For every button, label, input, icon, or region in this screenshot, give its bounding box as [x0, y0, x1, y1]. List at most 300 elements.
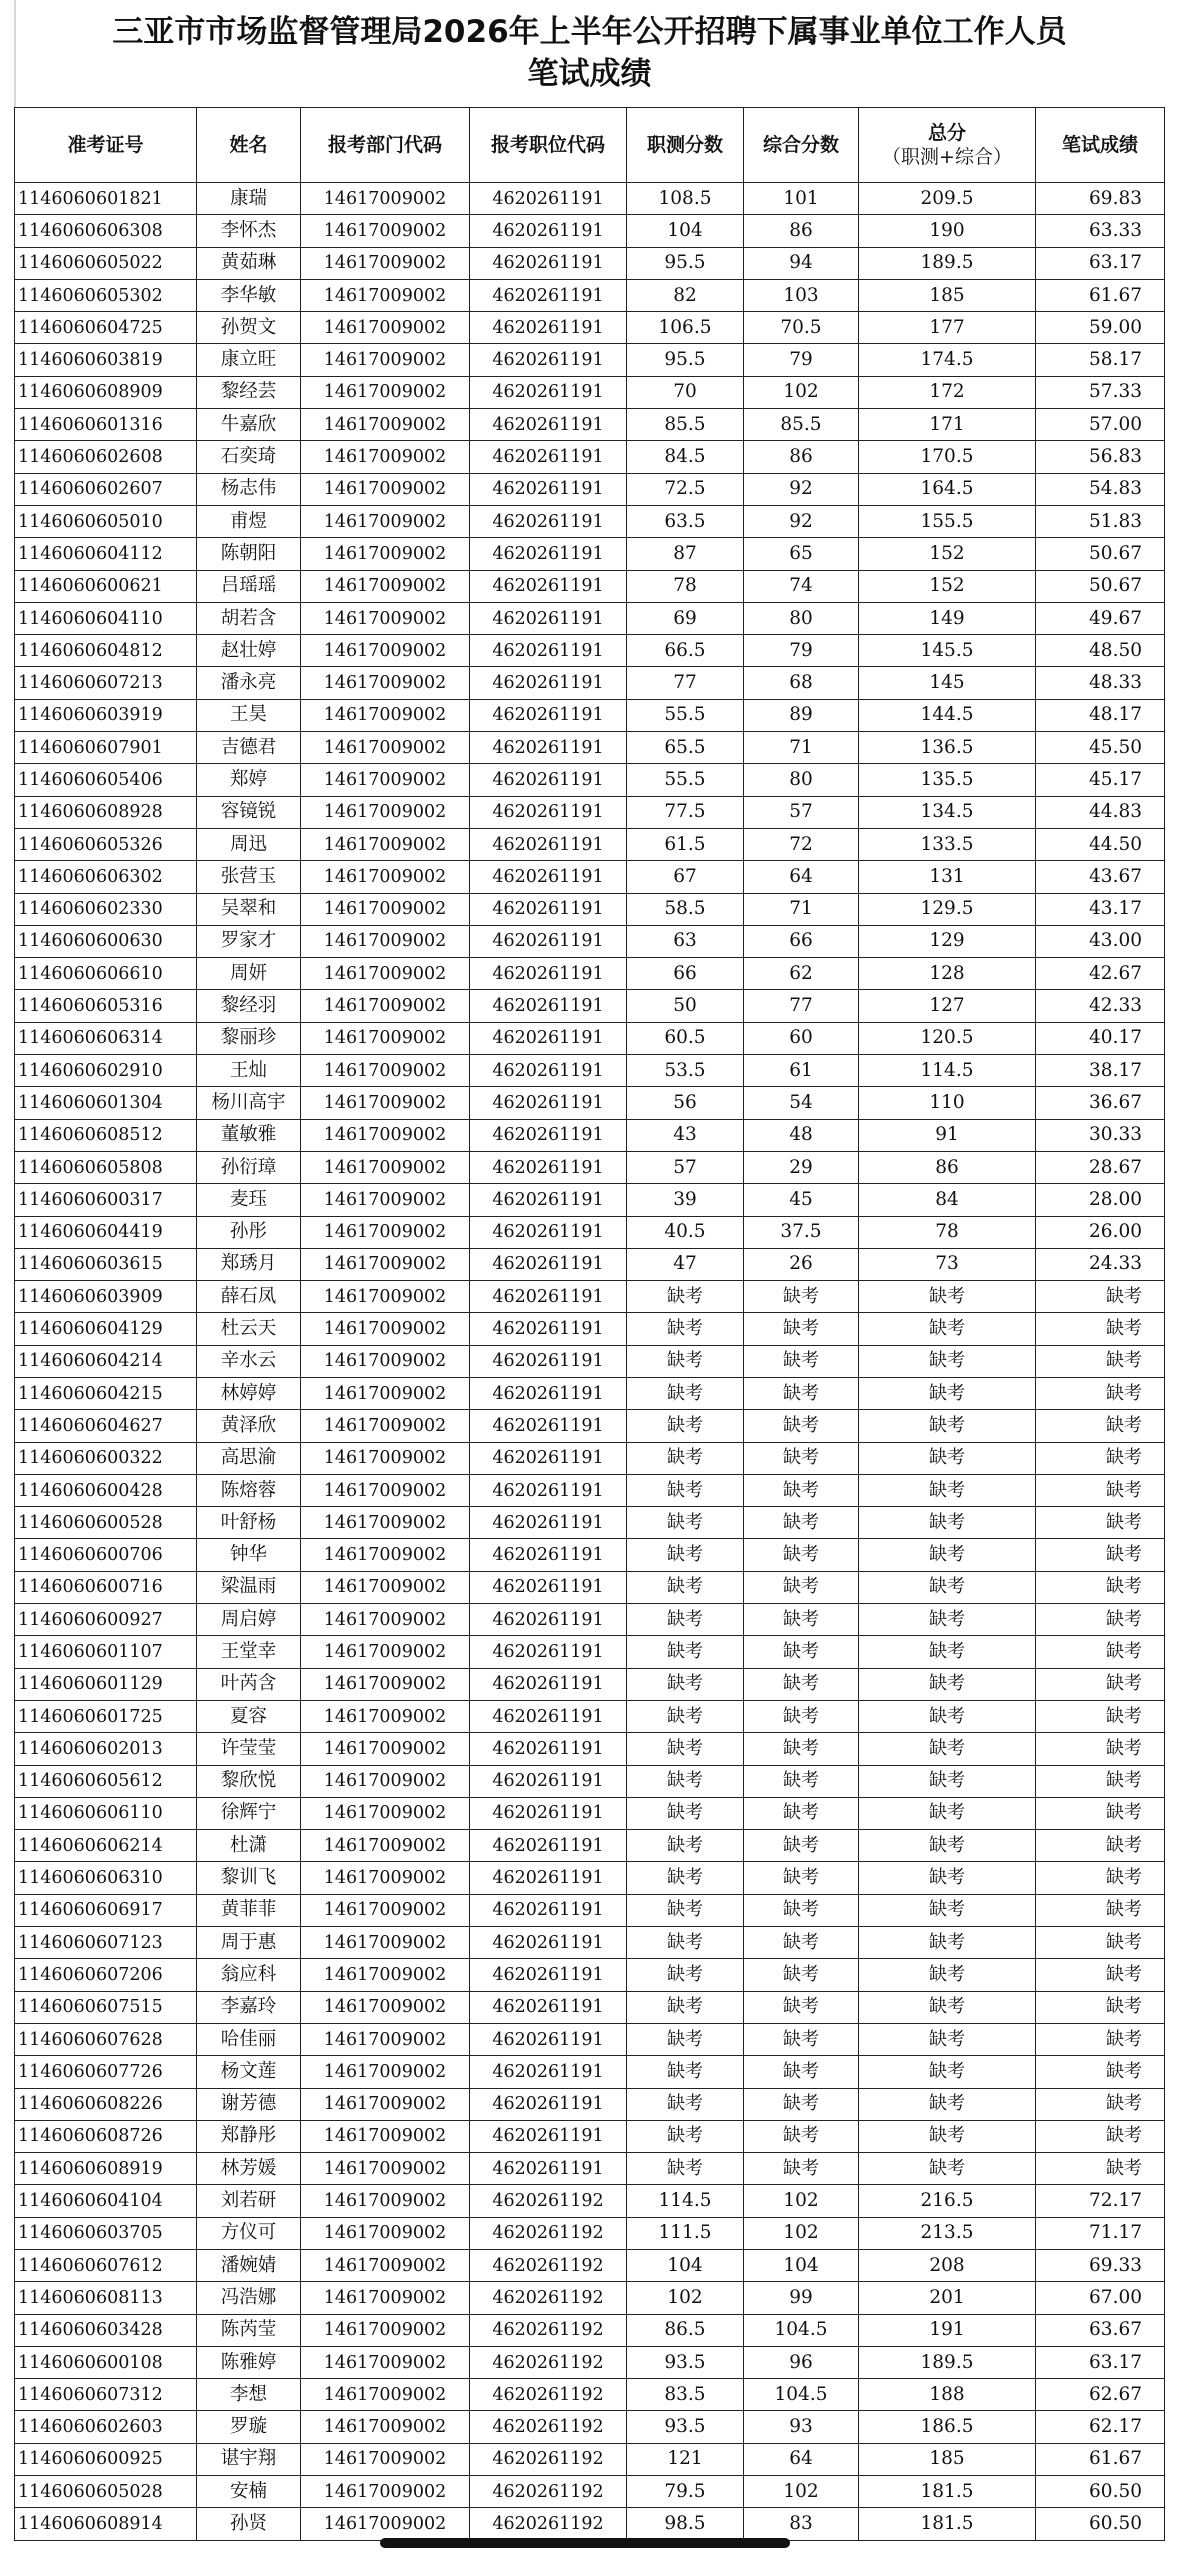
cell-dept-code: 14617009002: [301, 2282, 470, 2314]
cell-total-score: 174.5: [859, 344, 1036, 376]
table-row: [15, 1959, 1165, 1991]
cell-aptitude-score: 缺考: [627, 2023, 744, 2055]
cell-written-score: 缺考: [1036, 1733, 1165, 1765]
cell-aptitude-score: 83.5: [627, 2379, 744, 2411]
table-row: [15, 667, 1165, 699]
cell-exam-id: 1146060604725: [15, 312, 197, 344]
cell-dept-code: 14617009002: [301, 2056, 470, 2088]
cell-name: 陈熔蓉: [197, 1474, 301, 1506]
cell-aptitude-score: 缺考: [627, 1539, 744, 1571]
cell-exam-id: 1146060604104: [15, 2185, 197, 2217]
cell-total-score: 186.5: [859, 2411, 1036, 2443]
cell-position-code: 4620261191: [470, 699, 627, 731]
cell-total-score: 149: [859, 602, 1036, 634]
cell-general-score: 57: [744, 796, 859, 828]
cell-total-score: 177: [859, 312, 1036, 344]
cell-dept-code: 14617009002: [301, 344, 470, 376]
cell-written-score: 45.50: [1036, 732, 1165, 764]
cell-general-score: 29: [744, 1151, 859, 1183]
cell-exam-id: 1146060605028: [15, 2476, 197, 2508]
cell-written-score: 缺考: [1036, 1604, 1165, 1636]
table-body: [15, 183, 1165, 2541]
cell-general-score: 102: [744, 376, 859, 408]
cell-total-score: 缺考: [859, 1700, 1036, 1732]
cell-name: 容镜锐: [197, 796, 301, 828]
cell-dept-code: 14617009002: [301, 2379, 470, 2411]
cell-aptitude-score: 缺考: [627, 1862, 744, 1894]
cell-written-score: 48.50: [1036, 635, 1165, 667]
cell-general-score: 缺考: [744, 1377, 859, 1409]
cell-exam-id: 1146060601107: [15, 1636, 197, 1668]
cell-position-code: 4620261191: [470, 796, 627, 828]
cell-dept-code: 14617009002: [301, 2508, 470, 2540]
cell-total-score: 114.5: [859, 1055, 1036, 1087]
cell-exam-id: 1146060608914: [15, 2508, 197, 2540]
cell-exam-id: 1146060603615: [15, 1248, 197, 1280]
cell-name: 张营玉: [197, 861, 301, 893]
cell-written-score: 57.00: [1036, 409, 1165, 441]
cell-name: 许莹莹: [197, 1733, 301, 1765]
cell-name: 杜潇: [197, 1830, 301, 1862]
cell-name: 黎训飞: [197, 1862, 301, 1894]
cell-dept-code: 14617009002: [301, 699, 470, 731]
table-row: [15, 2153, 1165, 2185]
cell-written-score: 63.67: [1036, 2314, 1165, 2346]
cell-position-code: 4620261191: [470, 1248, 627, 1280]
cell-name: 周于惠: [197, 1927, 301, 1959]
cell-exam-id: 1146060601725: [15, 1700, 197, 1732]
cell-total-score: 缺考: [859, 1313, 1036, 1345]
cell-general-score: 缺考: [744, 1313, 859, 1345]
cell-dept-code: 14617009002: [301, 2217, 470, 2249]
cell-position-code: 4620261191: [470, 990, 627, 1022]
cell-position-code: 4620261191: [470, 570, 627, 602]
table-row: [15, 2443, 1165, 2475]
cell-written-score: 45.17: [1036, 764, 1165, 796]
cell-general-score: 96: [744, 2346, 859, 2378]
cell-general-score: 缺考: [744, 2120, 859, 2152]
cell-exam-id: 1146060605022: [15, 247, 197, 279]
title-block: [0, 0, 1179, 108]
cell-written-score: 43.67: [1036, 861, 1165, 893]
cell-exam-id: 1146060608113: [15, 2282, 197, 2314]
cell-aptitude-score: 114.5: [627, 2185, 744, 2217]
cell-total-score: 164.5: [859, 473, 1036, 505]
cell-general-score: 92: [744, 505, 859, 537]
cell-general-score: 89: [744, 699, 859, 731]
cell-exam-id: 1146060602603: [15, 2411, 197, 2443]
cell-written-score: 缺考: [1036, 1862, 1165, 1894]
cell-exam-id: 1146060603705: [15, 2217, 197, 2249]
cell-exam-id: 1146060600706: [15, 1539, 197, 1571]
table-row: [15, 1410, 1165, 1442]
cell-aptitude-score: 95.5: [627, 344, 744, 376]
cell-dept-code: 14617009002: [301, 1862, 470, 1894]
cell-dept-code: 14617009002: [301, 1151, 470, 1183]
cell-dept-code: 14617009002: [301, 2476, 470, 2508]
table-row: [15, 376, 1165, 408]
cell-total-score: 189.5: [859, 2346, 1036, 2378]
cell-dept-code: 14617009002: [301, 2185, 470, 2217]
cell-total-score: 缺考: [859, 2153, 1036, 2185]
cell-exam-id: 1146060604110: [15, 602, 197, 634]
cell-aptitude-score: 缺考: [627, 1571, 744, 1603]
cell-total-score: 189.5: [859, 247, 1036, 279]
home-indicator[interactable]: [380, 2538, 790, 2548]
cell-dept-code: 14617009002: [301, 2088, 470, 2120]
cell-position-code: 4620261191: [470, 1733, 627, 1765]
cell-total-score: 缺考: [859, 1571, 1036, 1603]
cell-dept-code: 14617009002: [301, 1765, 470, 1797]
cell-written-score: 49.67: [1036, 602, 1165, 634]
cell-total-score: 86: [859, 1151, 1036, 1183]
cell-total-score: 缺考: [859, 2056, 1036, 2088]
cell-written-score: 44.50: [1036, 828, 1165, 860]
cell-exam-id: 1146060605808: [15, 1151, 197, 1183]
cell-position-code: 4620261191: [470, 1636, 627, 1668]
cell-total-score: 128: [859, 958, 1036, 990]
cell-written-score: 缺考: [1036, 1797, 1165, 1829]
cell-name: 黎欣悦: [197, 1765, 301, 1797]
cell-aptitude-score: 87: [627, 538, 744, 570]
cell-written-score: 缺考: [1036, 1410, 1165, 1442]
cell-general-score: 64: [744, 861, 859, 893]
cell-position-code: 4620261192: [470, 2508, 627, 2540]
cell-dept-code: 14617009002: [301, 2023, 470, 2055]
table-row: [15, 1281, 1165, 1313]
cell-name: 潘婉婧: [197, 2250, 301, 2282]
cell-aptitude-score: 50: [627, 990, 744, 1022]
cell-name: 吴翠和: [197, 893, 301, 925]
cell-name: 麦珏: [197, 1184, 301, 1216]
cell-written-score: 61.67: [1036, 2443, 1165, 2475]
header-total-label: 总分: [927, 122, 966, 144]
cell-total-score: 135.5: [859, 764, 1036, 796]
cell-written-score: 缺考: [1036, 1539, 1165, 1571]
cell-dept-code: 14617009002: [301, 667, 470, 699]
cell-name: 潘永亮: [197, 667, 301, 699]
cell-name: 杨文莲: [197, 2056, 301, 2088]
cell-dept-code: 14617009002: [301, 312, 470, 344]
cell-written-score: 59.00: [1036, 312, 1165, 344]
cell-exam-id: 1146060600428: [15, 1474, 197, 1506]
table-row: [15, 2346, 1165, 2378]
table-row: [15, 2185, 1165, 2217]
cell-written-score: 38.17: [1036, 1055, 1165, 1087]
cell-total-score: 缺考: [859, 1377, 1036, 1409]
cell-exam-id: 1146060600317: [15, 1184, 197, 1216]
cell-aptitude-score: 40.5: [627, 1216, 744, 1248]
cell-dept-code: 14617009002: [301, 1216, 470, 1248]
cell-aptitude-score: 77: [627, 667, 744, 699]
cell-general-score: 74: [744, 570, 859, 602]
cell-exam-id: 1146060601129: [15, 1668, 197, 1700]
table-row: [15, 1571, 1165, 1603]
table-row: [15, 1991, 1165, 2023]
cell-total-score: 213.5: [859, 2217, 1036, 2249]
cell-exam-id: 1146060606917: [15, 1894, 197, 1926]
cell-written-score: 67.00: [1036, 2282, 1165, 2314]
cell-general-score: 94: [744, 247, 859, 279]
cell-dept-code: 14617009002: [301, 1410, 470, 1442]
cell-position-code: 4620261191: [470, 1281, 627, 1313]
cell-exam-id: 1146060601316: [15, 409, 197, 441]
cell-position-code: 4620261191: [470, 2153, 627, 2185]
cell-aptitude-score: 72.5: [627, 473, 744, 505]
cell-aptitude-score: 55.5: [627, 699, 744, 731]
cell-exam-id: 1146060606308: [15, 215, 197, 247]
cell-aptitude-score: 85.5: [627, 409, 744, 441]
cell-total-score: 缺考: [859, 1927, 1036, 1959]
header-row: [15, 108, 1165, 183]
cell-name: 孙贤: [197, 2508, 301, 2540]
cell-total-score: 缺考: [859, 1959, 1036, 1991]
cell-total-score: 缺考: [859, 1474, 1036, 1506]
cell-name: 郑婷: [197, 764, 301, 796]
cell-general-score: 缺考: [744, 1507, 859, 1539]
cell-written-score: 51.83: [1036, 505, 1165, 537]
table-row: [15, 1377, 1165, 1409]
cell-written-score: 43.17: [1036, 893, 1165, 925]
cell-written-score: 61.67: [1036, 279, 1165, 311]
cell-general-score: 83: [744, 2508, 859, 2540]
cell-name: 罗家才: [197, 925, 301, 957]
cell-position-code: 4620261191: [470, 2088, 627, 2120]
cell-total-score: 190: [859, 215, 1036, 247]
cell-aptitude-score: 缺考: [627, 2120, 744, 2152]
table-row: [15, 2120, 1165, 2152]
cell-exam-id: 1146060604129: [15, 1313, 197, 1345]
cell-aptitude-score: 77.5: [627, 796, 744, 828]
cell-position-code: 4620261191: [470, 1571, 627, 1603]
cell-exam-id: 1146060605010: [15, 505, 197, 537]
cell-aptitude-score: 60.5: [627, 1022, 744, 1054]
header-total-score: [859, 108, 1036, 183]
cell-total-score: 170.5: [859, 441, 1036, 473]
cell-dept-code: 14617009002: [301, 1313, 470, 1345]
cell-general-score: 72: [744, 828, 859, 860]
cell-general-score: 缺考: [744, 1345, 859, 1377]
cell-written-score: 28.00: [1036, 1184, 1165, 1216]
cell-aptitude-score: 缺考: [627, 1442, 744, 1474]
cell-general-score: 68: [744, 667, 859, 699]
cell-name: 叶舒杨: [197, 1507, 301, 1539]
cell-aptitude-score: 缺考: [627, 2056, 744, 2088]
cell-dept-code: 14617009002: [301, 279, 470, 311]
cell-total-score: 缺考: [859, 1991, 1036, 2023]
cell-exam-id: 1146060607206: [15, 1959, 197, 1991]
cell-written-score: 36.67: [1036, 1087, 1165, 1119]
cell-position-code: 4620261191: [470, 1991, 627, 2023]
cell-written-score: 42.33: [1036, 990, 1165, 1022]
cell-aptitude-score: 缺考: [627, 1927, 744, 1959]
cell-position-code: 4620261192: [470, 2185, 627, 2217]
cell-general-score: 66: [744, 925, 859, 957]
cell-name: 陈朝阳: [197, 538, 301, 570]
table-row: [15, 2282, 1165, 2314]
cell-position-code: 4620261191: [470, 1474, 627, 1506]
cell-general-score: 缺考: [744, 1442, 859, 1474]
cell-aptitude-score: 67: [627, 861, 744, 893]
cell-general-score: 80: [744, 602, 859, 634]
cell-exam-id: 1146060602607: [15, 473, 197, 505]
cell-aptitude-score: 66: [627, 958, 744, 990]
cell-position-code: 4620261191: [470, 376, 627, 408]
table-row: [15, 1636, 1165, 1668]
cell-total-score: 152: [859, 538, 1036, 570]
cell-general-score: 缺考: [744, 1991, 859, 2023]
cell-dept-code: 14617009002: [301, 1087, 470, 1119]
cell-general-score: 缺考: [744, 1959, 859, 1991]
cell-name: 杨川高宇: [197, 1087, 301, 1119]
cell-dept-code: 14617009002: [301, 1474, 470, 1506]
cell-position-code: 4620261191: [470, 441, 627, 473]
cell-total-score: 188: [859, 2379, 1036, 2411]
cell-dept-code: 14617009002: [301, 376, 470, 408]
cell-position-code: 4620261191: [470, 1151, 627, 1183]
cell-exam-id: 1146060607726: [15, 2056, 197, 2088]
cell-exam-id: 1146060600108: [15, 2346, 197, 2378]
cell-position-code: 4620261192: [470, 2379, 627, 2411]
cell-general-score: 93: [744, 2411, 859, 2443]
cell-general-score: 缺考: [744, 1668, 859, 1700]
cell-total-score: 131: [859, 861, 1036, 893]
cell-aptitude-score: 95.5: [627, 247, 744, 279]
cell-position-code: 4620261191: [470, 1700, 627, 1732]
cell-exam-id: 1146060603819: [15, 344, 197, 376]
cell-general-score: 缺考: [744, 1765, 859, 1797]
cell-written-score: 60.50: [1036, 2508, 1165, 2540]
table-row: [15, 1184, 1165, 1216]
cell-position-code: 4620261191: [470, 247, 627, 279]
cell-aptitude-score: 111.5: [627, 2217, 744, 2249]
cell-written-score: 50.67: [1036, 570, 1165, 602]
table-row: [15, 1733, 1165, 1765]
cell-written-score: 缺考: [1036, 2023, 1165, 2055]
table-row: [15, 538, 1165, 570]
table-row: [15, 441, 1165, 473]
table-row: [15, 409, 1165, 441]
cell-exam-id: 1146060607312: [15, 2379, 197, 2411]
table-row: [15, 1345, 1165, 1377]
cell-name: 康瑞: [197, 183, 301, 215]
cell-general-score: 缺考: [744, 1571, 859, 1603]
cell-exam-id: 1146060606214: [15, 1830, 197, 1862]
cell-general-score: 61: [744, 1055, 859, 1087]
cell-exam-id: 1146060608226: [15, 2088, 197, 2120]
cell-position-code: 4620261191: [470, 1184, 627, 1216]
cell-aptitude-score: 108.5: [627, 183, 744, 215]
cell-position-code: 4620261191: [470, 215, 627, 247]
cell-name: 钟华: [197, 1539, 301, 1571]
cell-exam-id: 1146060603919: [15, 699, 197, 731]
table-row: [15, 861, 1165, 893]
header-exam-id: 准考证号: [15, 108, 197, 183]
cell-total-score: 缺考: [859, 1281, 1036, 1313]
header-general-score: 综合分数: [744, 108, 859, 183]
table-row: [15, 312, 1165, 344]
cell-dept-code: 14617009002: [301, 505, 470, 537]
cell-dept-code: 14617009002: [301, 925, 470, 957]
cell-position-code: 4620261192: [470, 2282, 627, 2314]
table-row: [15, 1248, 1165, 1280]
cell-dept-code: 14617009002: [301, 1604, 470, 1636]
cell-written-score: 缺考: [1036, 1668, 1165, 1700]
cell-total-score: 缺考: [859, 1862, 1036, 1894]
cell-exam-id: 1146060607901: [15, 732, 197, 764]
cell-general-score: 缺考: [744, 1894, 859, 1926]
cell-written-score: 43.00: [1036, 925, 1165, 957]
cell-exam-id: 1146060601304: [15, 1087, 197, 1119]
cell-aptitude-score: 104: [627, 215, 744, 247]
cell-position-code: 4620261191: [470, 1410, 627, 1442]
cell-position-code: 4620261191: [470, 312, 627, 344]
cell-aptitude-score: 98.5: [627, 2508, 744, 2540]
cell-name: 哈佳丽: [197, 2023, 301, 2055]
cell-written-score: 缺考: [1036, 1765, 1165, 1797]
cell-dept-code: 14617009002: [301, 1345, 470, 1377]
cell-written-score: 缺考: [1036, 2153, 1165, 2185]
cell-position-code: 4620261191: [470, 732, 627, 764]
cell-dept-code: 14617009002: [301, 1733, 470, 1765]
cell-dept-code: 14617009002: [301, 732, 470, 764]
cell-dept-code: 14617009002: [301, 2314, 470, 2346]
cell-exam-id: 1146060600927: [15, 1604, 197, 1636]
cell-exam-id: 1146060606302: [15, 861, 197, 893]
cell-total-score: 缺考: [859, 1797, 1036, 1829]
cell-position-code: 4620261191: [470, 409, 627, 441]
cell-written-score: 24.33: [1036, 1248, 1165, 1280]
cell-total-score: 73: [859, 1248, 1036, 1280]
cell-total-score: 134.5: [859, 796, 1036, 828]
cell-name: 谌宇翔: [197, 2443, 301, 2475]
cell-aptitude-score: 缺考: [627, 1410, 744, 1442]
cell-position-code: 4620261191: [470, 1862, 627, 1894]
cell-general-score: 缺考: [744, 1539, 859, 1571]
table-row: [15, 2023, 1165, 2055]
cell-total-score: 缺考: [859, 1507, 1036, 1539]
cell-total-score: 缺考: [859, 1765, 1036, 1797]
cell-exam-id: 1146060600630: [15, 925, 197, 957]
cell-total-score: 缺考: [859, 1733, 1036, 1765]
table-row: [15, 1894, 1165, 1926]
cell-exam-id: 1146060607213: [15, 667, 197, 699]
cell-aptitude-score: 缺考: [627, 1700, 744, 1732]
cell-total-score: 172: [859, 376, 1036, 408]
cell-written-score: 缺考: [1036, 1345, 1165, 1377]
table-row: [15, 344, 1165, 376]
cell-total-score: 181.5: [859, 2508, 1036, 2540]
cell-position-code: 4620261192: [470, 2217, 627, 2249]
cell-position-code: 4620261191: [470, 1797, 627, 1829]
cell-written-score: 缺考: [1036, 1507, 1165, 1539]
cell-written-score: 缺考: [1036, 2120, 1165, 2152]
cell-exam-id: 1146060602910: [15, 1055, 197, 1087]
cell-exam-id: 1146060600322: [15, 1442, 197, 1474]
cell-position-code: 4620261191: [470, 828, 627, 860]
table-row: [15, 1668, 1165, 1700]
cell-general-score: 104.5: [744, 2379, 859, 2411]
cell-written-score: 缺考: [1036, 1281, 1165, 1313]
cell-exam-id: 1146060608726: [15, 2120, 197, 2152]
cell-position-code: 4620261191: [470, 538, 627, 570]
cell-aptitude-score: 缺考: [627, 1313, 744, 1345]
cell-aptitude-score: 缺考: [627, 1345, 744, 1377]
cell-general-score: 缺考: [744, 1733, 859, 1765]
cell-total-score: 缺考: [859, 1442, 1036, 1474]
cell-name: 林芳媛: [197, 2153, 301, 2185]
cell-dept-code: 14617009002: [301, 1927, 470, 1959]
